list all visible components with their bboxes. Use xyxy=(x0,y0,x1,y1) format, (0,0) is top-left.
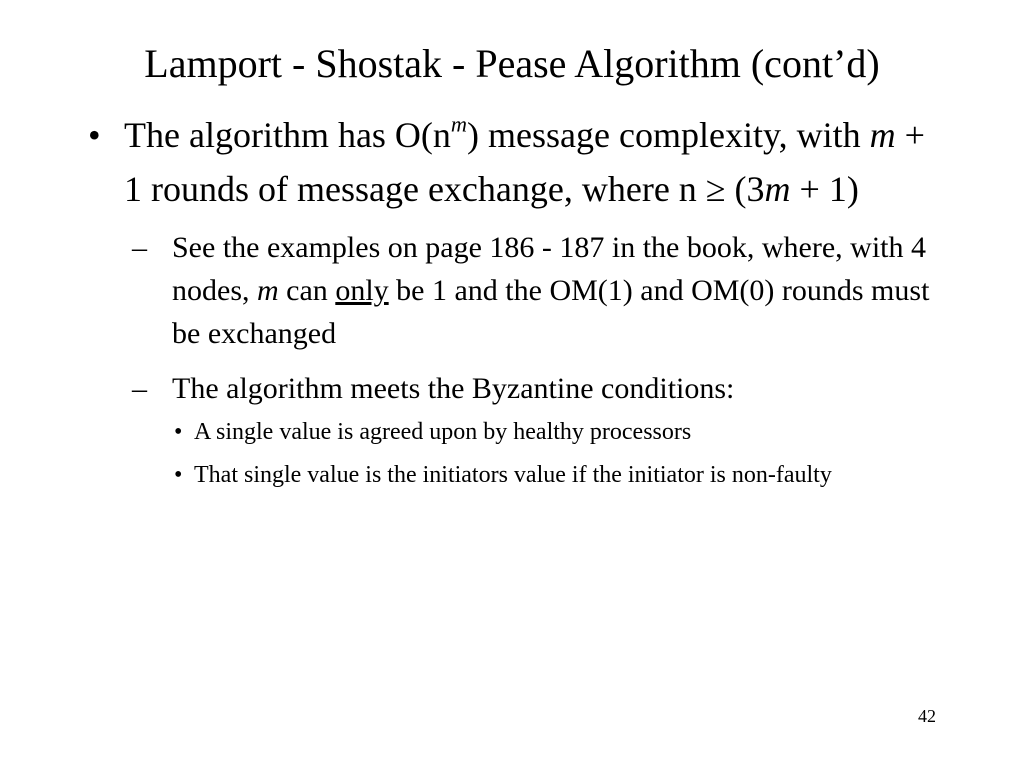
sub-bullet-list xyxy=(88,226,948,492)
sub-bullet-examples xyxy=(132,226,948,355)
text-run: See the examples on page 186 - 187 in the book, where, with 4 nodes, xyxy=(172,231,926,307)
bullet-list xyxy=(88,108,948,504)
text-run: + 1 rounds of message exchange, where n ≥ (3 xyxy=(124,115,925,209)
sub-sub-bullet-list xyxy=(132,416,948,492)
text-run: ) message complexity, with xyxy=(467,115,870,155)
bullet-point xyxy=(88,108,948,492)
text-run: can xyxy=(278,274,336,307)
sub-sub-bullet-text: A single value is agreed upon by healthy processors xyxy=(194,419,692,445)
sub-bullet-text xyxy=(172,226,948,355)
sub-bullet-byzantine xyxy=(132,367,948,492)
italic-m: m xyxy=(764,169,791,209)
page-number: 42 xyxy=(918,706,936,726)
dash-icon: – xyxy=(132,372,147,405)
bullet-text-complexity xyxy=(124,108,948,216)
text-run: be 1 and the OM(1) and OM(0) rounds must be exchanged xyxy=(172,274,930,350)
dash-icon: – xyxy=(132,231,147,264)
sub-sub-bullet xyxy=(174,416,948,449)
italic-m: m xyxy=(869,115,896,155)
italic-m-superscript: m xyxy=(450,111,468,137)
text-run: + 1) xyxy=(790,169,859,209)
bullet-icon: • xyxy=(174,419,183,445)
sub-bullet-text: The algorithm meets the Byzantine conditions: xyxy=(172,372,735,405)
sub-sub-bullet xyxy=(174,459,948,492)
bullet-icon: • xyxy=(174,462,183,488)
sub-sub-bullet-text: That single value is the initiators value if the initiator is non-faulty xyxy=(194,462,832,488)
text-run: The algorithm has O(n xyxy=(124,115,451,155)
bullet-icon: • xyxy=(88,115,101,155)
underlined-only: only xyxy=(335,274,389,307)
slide-title: Lamport - Shostak - Pease Algorithm (cont’d) xyxy=(144,41,880,86)
italic-m: m xyxy=(257,274,279,307)
